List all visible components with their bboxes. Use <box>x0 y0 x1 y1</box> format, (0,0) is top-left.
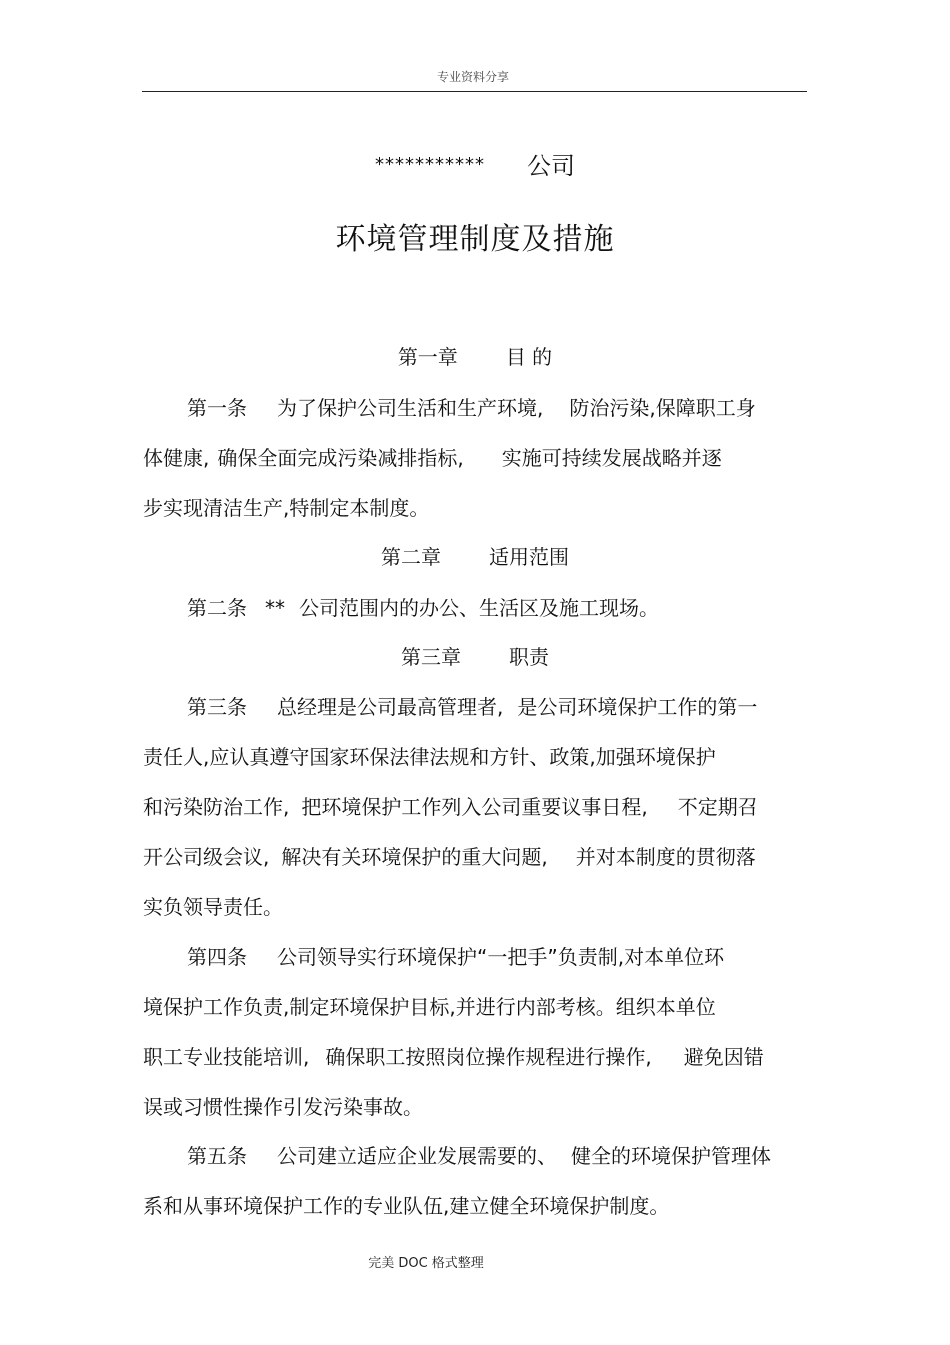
line-segment: 健全的环境保护管理体 <box>571 1144 771 1168</box>
line-segment: 避免因错 <box>683 1045 764 1069</box>
chapter-number: 第一章 <box>397 345 458 369</box>
line-segment: 确保全面完成污染减排指标, <box>217 446 464 470</box>
line-segment: 公司建立适应企业发展需要的、 <box>277 1144 557 1168</box>
paragraph-line: 实负领导责任。 <box>143 895 283 919</box>
line-segment: 防治污染,保障职工身 <box>569 396 756 420</box>
paragraph-line <box>187 392 756 421</box>
line-segment: 为了保护公司生活和生产环境, <box>277 396 544 420</box>
paragraph-line <box>187 592 659 621</box>
paragraph-line <box>143 791 758 820</box>
company-name-placeholder: *********** <box>375 154 485 175</box>
chapter-number: 第三章 <box>401 645 461 669</box>
line-segment: 把环境保护工作列入公司重要议事日程, <box>301 795 648 819</box>
line-segment: 实施可持续发展战略并逐 <box>501 446 722 470</box>
line-segment: 开公司级会议, <box>143 845 270 869</box>
company-line <box>0 146 950 181</box>
line-segment: 和污染防治工作, <box>143 795 290 819</box>
paragraph-line <box>143 442 722 471</box>
line-segment: 公司范围内的办公、生活区及施工现场。 <box>299 596 659 620</box>
chapter-heading <box>0 641 950 670</box>
line-segment: 不定期召 <box>677 795 758 819</box>
line-segment: 是公司环境保护工作的第一 <box>517 695 758 719</box>
line-segment: 公司领导实行环境保护“一把手”负责制,对本单位环 <box>277 945 725 969</box>
page-header-text: 专业资料分享 <box>436 70 509 84</box>
chapter-number: 第二章 <box>381 545 441 569</box>
line-segment: 职工专业技能培训, <box>143 1045 310 1069</box>
article-number: 第三条 <box>187 695 247 719</box>
article-number: 第二条 <box>187 596 247 620</box>
company-label: 公司 <box>527 152 575 180</box>
page-header <box>0 68 950 85</box>
paragraph-line <box>187 1140 771 1169</box>
paragraph-line: 误或习惯性操作引发污染事故。 <box>143 1095 423 1119</box>
line-segment: 体健康, <box>143 446 210 470</box>
chapter-name: 目 的 <box>505 345 553 369</box>
paragraph-line: 步实现清洁生产,特制定本制度。 <box>143 496 430 520</box>
paragraph-line <box>143 841 756 870</box>
document-title: 环境管理制度及措施 <box>335 222 615 257</box>
paragraph-line: 境保护工作负责,制定环境保护目标,并进行内部考核。组织本单位 <box>143 995 716 1019</box>
page-footer-text: 完美 DOC 格式整理 <box>368 1256 484 1271</box>
chapter-name: 适用范围 <box>489 545 569 569</box>
header-divider <box>142 91 807 92</box>
page-footer <box>0 1252 950 1271</box>
article-number: 第五条 <box>187 1144 247 1168</box>
line-segment: 解决有关环境保护的重大问题, <box>281 845 548 869</box>
article-number: 第一条 <box>187 396 247 420</box>
paragraph-line <box>187 691 757 720</box>
line-segment: ** <box>265 596 285 620</box>
article-number: 第四条 <box>187 945 247 969</box>
paragraph-line: 系和从事环境保护工作的专业队伍,建立健全环境保护制度。 <box>143 1194 670 1218</box>
chapter-heading <box>0 341 950 370</box>
chapter-heading <box>0 541 950 570</box>
line-segment: 确保职工按照岗位操作规程进行操作, <box>325 1045 652 1069</box>
paragraph-line: 责任人,应认真遵守国家环保法律法规和方针、政策,加强环境保护 <box>143 745 716 769</box>
line-segment: 并对本制度的贯彻落 <box>575 845 756 869</box>
chapter-name: 职责 <box>509 645 549 669</box>
paragraph-line <box>187 941 724 970</box>
paragraph-line <box>143 1041 764 1070</box>
line-segment: 总经理是公司最高管理者, <box>277 695 504 719</box>
